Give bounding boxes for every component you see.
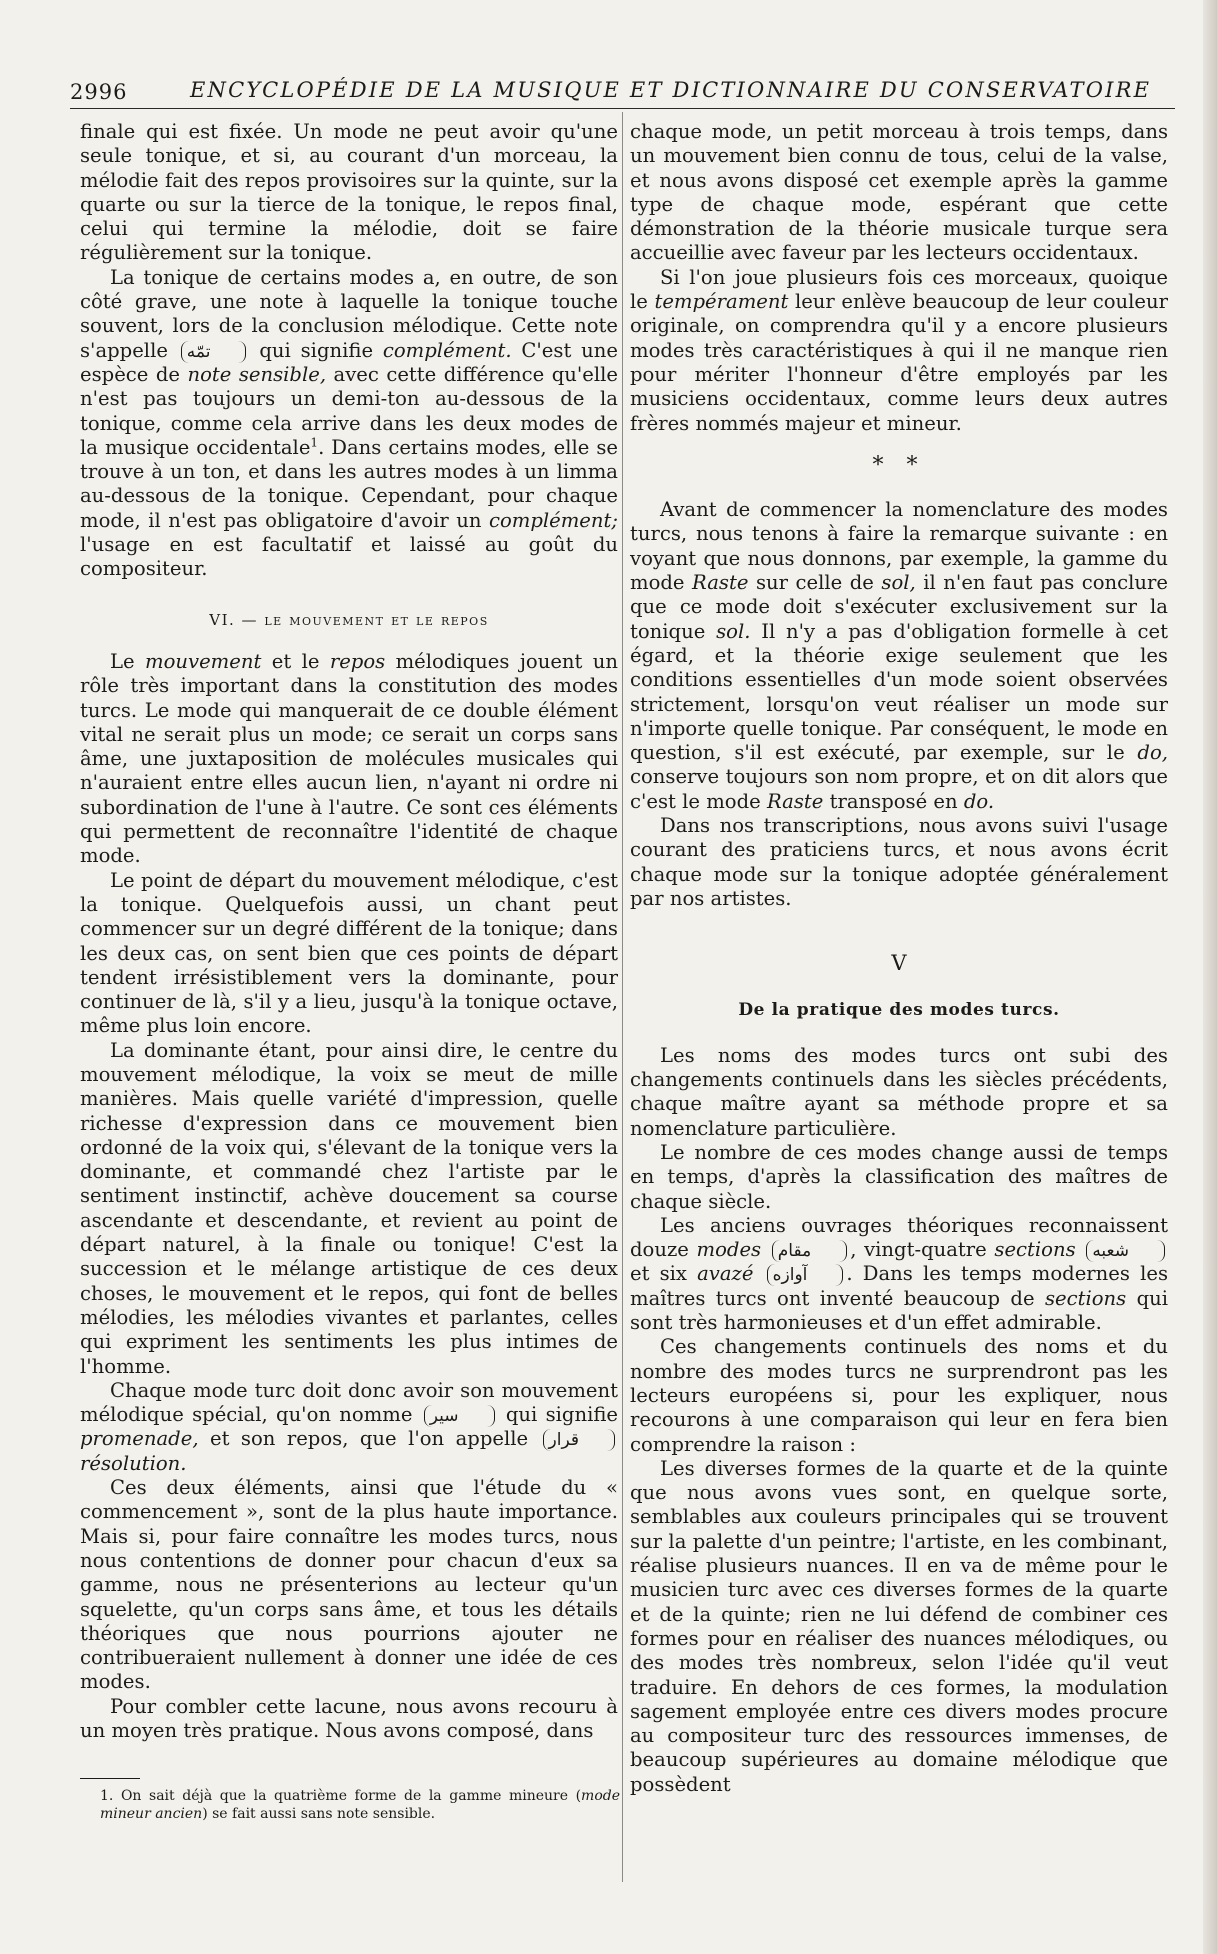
page-edge bbox=[1203, 0, 1217, 1954]
paragraph: Chaque mode turc doit donc avoir son mouvement mélodique spécial, qu'on nomme سير qui signifie promenade, et son repos, que l'on appelle قرار résolution. bbox=[80, 1378, 619, 1475]
page-number: 2996 bbox=[70, 80, 128, 104]
paragraph: Ces changements continuels des noms et du nombre des modes turcs ne surprendront pas les lecteurs européens si, pour les expliquer, nous recourons à une comparaison qui leur en fera bien comprendre la raison : bbox=[630, 1335, 1168, 1456]
chapter-title: De la pratique des modes turcs. bbox=[738, 999, 1060, 1020]
paragraph: Le point de départ du mouvement mélodique, c'est la tonique. Quelquefois aussi, un chant peut commencer sur un degré différent de la tonique; dans les deux cas, on sent bien que ces points de départ tendent irrésistiblement vers la dominante, pour continuer de là, s'il y a lieu, jusqu'à la tonique octave, même plus loin encore. bbox=[80, 868, 618, 1038]
arabic-term: تمّه bbox=[181, 341, 247, 363]
chapter-number: V bbox=[891, 951, 907, 976]
paragraph: La tonique de certains modes a, en outre, de son côté grave, une note à laquelle la tonique touche souvent, lors de la conclusion mélodique. Cette note s'appelle تمّه qui signifie complément. C'est une espèce de note sensible, avec cette différence qu'elle n'est pas toujours un demi-ton au-dessous de la tonique, comme cela arrive dans les deux modes de la musique occidentale$^1$. Dans certains modes, elle se trouve à un ton, et dans les autres modes à un limma au-dessous de la tonique. Cependant, pour chaque mode, il n'est pas obligatoire d'avoir un complément; l'usage en est facultatif et laissé au goût du compositeur. bbox=[80, 265, 619, 581]
arabic-term: آوازه bbox=[767, 1264, 844, 1286]
footnote-ref: 1 bbox=[310, 435, 319, 450]
paragraph: Les diverses formes de la quarte et de la quinte que nous avons vues sont, en quelque sorte, semblables aux couleurs principales qui se trouvent sur la palette d'un peintre; l'artiste, en les combinant, réalise plusieurs nuances. Il en va de même pour le musicien turc avec ces diverses formes de la quarte et de la quinte; rien ne lui défend de combiner ces formes pour en réaliser des nuances mélodiques, ou des modes très nombreux, selon l'idée qu'il veut traduire. En dehors de ces formes, la modulation sagement employée entre ces divers modes procure au compositeur turc des ressources immenses, de beaucoup supérieures au domaine mélodique que possèdent bbox=[630, 1456, 1168, 1796]
left-column bbox=[80, 120, 618, 1870]
running-title: ENCYCLOPÉDIE DE LA MUSIQUE ET DICTIONNAIRE DU CONSERVATOIRE bbox=[190, 78, 1152, 102]
section-heading: VI. — le mouvement et le repos bbox=[209, 609, 489, 629]
paragraph: Dans nos transcriptions, nous avons suivi l'usage courant des praticiens turcs, et nous avons écrit chaque mode sur la tonique adoptée généralement par nos artistes. bbox=[630, 814, 1168, 910]
paragraph: chaque mode, un petit morceau à trois temps, dans un mouvement bien connu de tous, celui de la valse, et nous avons disposé cet exemple après la gamme type de chaque mode, espérant que cette démonstration de la théorie musicale turque sera accueillie avec faveur par les lecteurs occidentaux. bbox=[630, 120, 1168, 265]
paragraph: La dominante étant, pour ainsi dire, le centre du mouvement mélodique, la voix se meut de mille manières. Mais quelle variété d'impression, quelle richesse d'expression dans ce mouvement bien ordonné de la voix qui, s'élevant de la tonique vers la dominante, et commandé chez l'artiste par le sentiment instinctif, achève doucement sa course ascendante et descendante, et revient au point de départ naturel, à la finale ou tonique! C'est la succession et le mélange artistique de ces deux choses, le mouvement et le repos, qui font de belles mélodies, les mélodies vivantes et parlantes, celles qui expriment les sentiments les plus intimes de l'homme. bbox=[80, 1038, 618, 1378]
paragraph: Les noms des modes turcs ont subi des changements continuels dans les siècles précédents, chaque maître ayant sa méthode propre et sa nomenclature particulière. bbox=[630, 1043, 1168, 1140]
paragraph: Le mouvement et le repos mélodiques jouent un rôle très important dans la constitution des modes turcs. Le mode qui manquerait de ce double élément vital ne serait plus un mode; ce serait un corps sans âme, une juxtaposition de molécules musicales qui n'auraient entre elles aucun lien, n'ayant ni ordre ni subordination de l'une à l'autre. Ce sont ces éléments qui permettent de reconnaître l'identité de chaque mode. bbox=[80, 649, 619, 868]
page-header bbox=[70, 78, 1175, 109]
paragraph: finale qui est fixée. Un mode ne peut avoir qu'une seule tonique, et si, au courant d'un morceau, la mélodie fait des repos provisoires sur la quinte, sur la quarte ou sur la tierce de la tonique, le repos final, celui qui termine la mélodie, doit se faire régulièrement sur la tonique. bbox=[80, 120, 618, 265]
section-separator: * * bbox=[872, 452, 926, 478]
paragraph: Avant de commencer la nomenclature des modes turcs, nous tenons à faire la remarque suivante : en voyant que nous donnons, par exemple, la gamme du mode Raste sur celle de sol, il n'en faut pas conclure que ce mode doit s'exécuter exclusivement sur la tonique sol. Il n'y a pas d'obligation formelle à cet égard, et la théorie exige seulement que les conditions essentielles d'un mode soient observées strictement, lorsqu'on veut réaliser un mode sur n'importe quelle tonique. Par conséquent, le mode en question, s'il est exécuté, par exemple, sur le do, conserve toujours son nom propre, et on dit alors que c'est le mode Raste transposé en do. bbox=[630, 498, 1168, 813]
arabic-term: سير bbox=[424, 1405, 495, 1427]
column-divider bbox=[622, 112, 623, 1882]
arabic-term: مقام bbox=[772, 1240, 847, 1262]
footnote-rule bbox=[80, 1778, 140, 1779]
right-column bbox=[630, 120, 1168, 1910]
arabic-term: قرار bbox=[543, 1429, 615, 1451]
paragraph: Si l'on joue plusieurs fois ces morceaux, quoique le tempérament leur enlève beaucoup de leur couleur originale, on comprendra qu'il y a encore plusieurs modes très caractéristiques à qui il ne manque rien pour mériter l'honneur d'être employés par les musiciens occidentaux, comme leurs deux autres frères nommés majeur et mineur. bbox=[630, 265, 1168, 435]
footnote: 1. On sait déjà que la quatrième forme de la gamme mineure (mode mineur ancien) se fait aussi sans note sensible. bbox=[100, 1788, 620, 1822]
arabic-term: شعبه bbox=[1086, 1240, 1165, 1262]
paragraph: Ces deux éléments, ainsi que l'étude du « commencement », sont de la plus haute importance. Mais si, pour faire connaître les modes turcs, nous nous contentions de donner pour chacun d'eux sa gamme, nous ne présenterions au lecteur qu'un squelette, qu'un corps sans âme, et tous les détails théoriques que nous pourrions ajouter ne contribueraient nullement à donner une idée de ces modes. bbox=[80, 1476, 618, 1694]
paragraph: Le nombre de ces modes change aussi de temps en temps, d'après la classification des maîtres de chaque siècle. bbox=[630, 1140, 1168, 1213]
paragraph: Les anciens ouvrages théoriques reconnaissent douze modes مقام , vingt-quatre sections شعبه et six avazé آوازه . Dans les temps modernes les maîtres turcs ont inventé beaucoup de sections qui sont très harmonieuses et d'un effet admirable. bbox=[630, 1213, 1169, 1335]
paragraph: Pour combler cette lacune, nous avons recouru à un moyen très pratique. Nous avons composé, dans bbox=[80, 1694, 618, 1742]
